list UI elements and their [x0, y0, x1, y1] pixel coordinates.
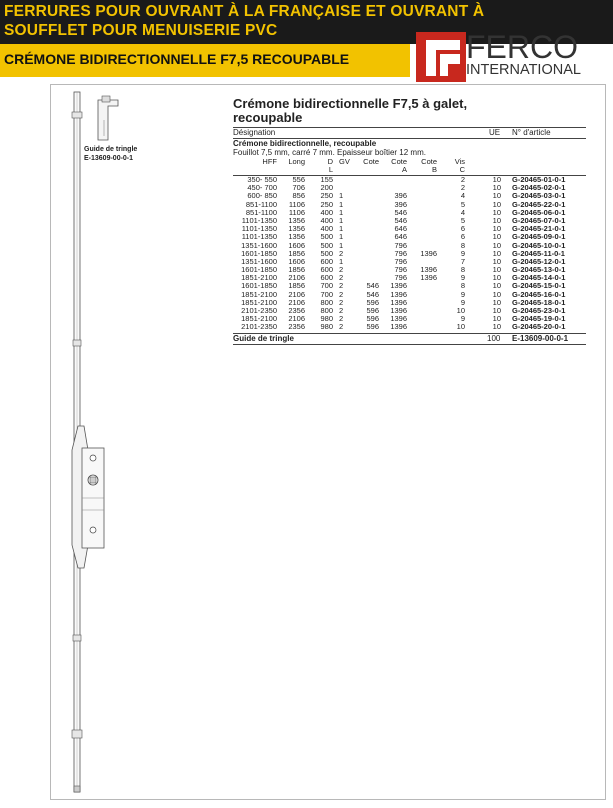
- table-cell: 1356: [288, 215, 305, 225]
- table-cell: G-20465-02-0-1: [512, 183, 566, 193]
- table-cell: 851-1100: [245, 199, 277, 209]
- logo-sub-text: INTERNATIONAL: [466, 62, 581, 78]
- table-cell: 1851-2100: [241, 314, 277, 324]
- footer-label: Guide de tringle: [233, 333, 294, 343]
- table-cell: 10: [492, 248, 501, 258]
- table-cell: 1396: [390, 314, 407, 324]
- group-title: Crémone bidirectionnelle, recoupable: [233, 139, 377, 148]
- table-cell: 200: [320, 183, 333, 193]
- table-cell: 2101-2350: [241, 322, 277, 332]
- table-cell: 1351-1600: [241, 240, 277, 250]
- table-cell: 1601-1850: [241, 265, 277, 275]
- column-header: Cote: [421, 157, 437, 166]
- table-cell: 1396: [420, 248, 437, 258]
- table-cell: 1: [339, 256, 344, 266]
- table-cell: 1: [339, 199, 344, 209]
- cremone-technical-drawing: [58, 90, 128, 795]
- table-cell: 1396: [390, 322, 407, 332]
- table-cell: 706: [292, 183, 305, 193]
- table-cell: 8: [460, 240, 465, 250]
- table-cell: 10: [492, 273, 501, 283]
- table-cell: G-20465-03-0-1: [512, 191, 566, 201]
- table-row: [233, 323, 586, 331]
- table-cell: 856: [292, 191, 305, 201]
- table-cell: G-20465-15-0-1: [512, 281, 566, 291]
- table-cell: 600- 850: [247, 191, 277, 201]
- table-cell: 600: [320, 265, 333, 275]
- table-cell: 546: [366, 289, 379, 299]
- table-cell: 2: [339, 289, 344, 299]
- guide-label-text: Guide de tringle: [84, 146, 138, 153]
- table-cell: 2106: [288, 297, 305, 307]
- table-cell: 10: [492, 232, 501, 242]
- group-subtitle: Fouillot 7,5 mm, carré 7 mm. Epaisseur boîtier 12 mm.: [233, 147, 426, 157]
- table-body: [233, 176, 586, 332]
- table-cell: 400: [320, 207, 333, 217]
- table-cell: 700: [320, 289, 333, 299]
- table-cell: 1856: [288, 265, 305, 275]
- table-cell: 250: [320, 199, 333, 209]
- table-cell: 2101-2350: [241, 306, 277, 315]
- table-cell: G-20465-16-0-1: [512, 289, 566, 299]
- article-table: [233, 127, 586, 345]
- table-cell: 596: [366, 297, 379, 307]
- column-header: Cote: [363, 157, 379, 166]
- table-cell: 10: [492, 191, 501, 201]
- table-cell: 4: [460, 207, 465, 217]
- table-cell: 10: [492, 314, 501, 324]
- column-header-sub: C: [459, 165, 465, 174]
- table-cell: 2: [460, 175, 465, 184]
- table-cell: 546: [394, 207, 407, 217]
- table-cell: 1396: [390, 297, 407, 307]
- table-cell: 1396: [420, 273, 437, 283]
- table-cell: 9: [460, 297, 465, 307]
- table-cell: 1101-1350: [241, 232, 277, 242]
- table-cell: 1101-1350: [241, 224, 277, 234]
- table-cell: 9: [460, 248, 465, 258]
- table-cell: 1356: [288, 224, 305, 234]
- table-cell: 1351-1600: [241, 256, 277, 266]
- footer-article: E-13609-00-0-1: [512, 333, 569, 343]
- table-cell: 851-1100: [245, 207, 277, 217]
- table-cell: 796: [394, 248, 407, 258]
- column-header: GV: [339, 157, 350, 166]
- table-cell: 500: [320, 240, 333, 250]
- header-title-line-2: SOUFFLET POUR MENUISERIE PVC: [4, 22, 278, 39]
- table-cell: 2106: [288, 289, 305, 299]
- table-cell: 250: [320, 191, 333, 201]
- ferco-logo-mark-icon: [416, 32, 466, 82]
- table-cell: 546: [394, 215, 407, 225]
- table-title-line-2: recoupable: [233, 110, 303, 125]
- column-header: HFF: [262, 157, 277, 166]
- table-cell: G-20465-18-0-1: [512, 297, 566, 307]
- table-cell: 796: [394, 240, 407, 250]
- table-cell: 1: [339, 232, 344, 242]
- table-cell: 1856: [288, 248, 305, 258]
- table-cell: 2: [339, 265, 344, 275]
- table-cell: 10: [492, 199, 501, 209]
- table-cell: 1606: [288, 256, 305, 266]
- table-cell: 1851-2100: [241, 289, 277, 299]
- table-cell: 2: [339, 297, 344, 307]
- table-header-row: [233, 127, 586, 139]
- table-cell: 796: [394, 273, 407, 283]
- table-cell: 600: [320, 273, 333, 283]
- table-cell: 2: [339, 273, 344, 283]
- table-cell: 1101-1350: [241, 215, 277, 225]
- table-cell: 10: [492, 256, 501, 266]
- table-cell: 10: [492, 281, 501, 291]
- table-cell: G-20465-09-0-1: [512, 232, 566, 242]
- logo-brand-text: FERCO: [466, 29, 578, 65]
- table-cell: G-20465-11-0-1: [512, 248, 565, 258]
- footer-ue: 100: [487, 333, 501, 343]
- table-cell: 450- 700: [247, 183, 277, 193]
- table-cell: G-20465-14-0-1: [512, 273, 566, 283]
- table-cell: 10: [492, 322, 501, 332]
- table-cell: 6: [460, 232, 465, 242]
- table-cell: 155: [320, 175, 333, 184]
- guide-label-ref: E-13609-00-0-1: [84, 154, 134, 162]
- table-cell: 5: [460, 215, 465, 225]
- table-cell: 8: [460, 265, 465, 275]
- table-cell: 10: [492, 306, 501, 315]
- table-title: [233, 97, 533, 125]
- table-cell: 8: [460, 281, 465, 291]
- table-cell: 7: [460, 256, 465, 266]
- table-cell: 980: [320, 314, 333, 324]
- table-cell: 9: [460, 273, 465, 283]
- table-cell: 10: [456, 322, 465, 332]
- table-cell: 4: [460, 191, 465, 201]
- table-cell: 500: [320, 248, 333, 258]
- table-cell: 800: [320, 306, 333, 315]
- header-title-line-1: FERRURES POUR OUVRANT À LA FRANÇAISE ET OUVRANT À: [4, 3, 485, 20]
- table-cell: 1: [339, 224, 344, 234]
- table-cell: 2: [339, 281, 344, 291]
- table-cell: G-20465-06-0-1: [512, 207, 566, 217]
- table-cell: 2: [339, 248, 344, 258]
- table-cell: 10: [492, 224, 501, 234]
- table-cell: 1: [339, 240, 344, 250]
- ue-header: UE: [489, 128, 501, 137]
- table-cell: 1851-2100: [241, 297, 277, 307]
- table-cell: 1396: [420, 265, 437, 275]
- table-cell: G-20465-21-0-1: [512, 224, 566, 234]
- table-cell: G-20465-13-0-1: [512, 265, 566, 275]
- footer-row: [233, 333, 586, 345]
- table-cell: 10: [492, 289, 501, 299]
- table-cell: 1601-1850: [241, 248, 277, 258]
- table-cell: 1396: [390, 289, 407, 299]
- table-cell: 10: [492, 265, 501, 275]
- subtitle-bar: [0, 44, 410, 77]
- column-header-sub: L: [328, 165, 333, 174]
- table-cell: 1106: [288, 207, 305, 217]
- table-cell: 396: [394, 191, 407, 201]
- table-cell: 556: [292, 175, 305, 184]
- table-cell: G-20465-19-0-1: [512, 314, 566, 324]
- page-subtitle: CRÉMONE BIDIRECTIONNELLE F7,5 RECOUPABLE: [4, 51, 350, 67]
- table-cell: 700: [320, 281, 333, 291]
- table-cell: 1396: [390, 306, 407, 315]
- table-cell: 10: [492, 207, 501, 217]
- column-header: Cote: [391, 157, 407, 166]
- column-headers: [233, 158, 586, 176]
- table-cell: 400: [320, 215, 333, 225]
- table-cell: 10: [456, 306, 465, 315]
- table-cell: 2: [339, 314, 344, 324]
- table-cell: 596: [366, 322, 379, 332]
- table-cell: 546: [366, 281, 379, 291]
- table-cell: 2106: [288, 273, 305, 283]
- column-header-sub: B: [431, 165, 437, 174]
- table-cell: G-20465-10-0-1: [512, 240, 566, 250]
- table-cell: 800: [320, 297, 333, 307]
- table-cell: 10: [492, 215, 501, 225]
- ferco-logo: [410, 30, 610, 85]
- table-cell: 500: [320, 232, 333, 242]
- table-cell: 2: [460, 183, 465, 193]
- column-header-sub: A: [401, 165, 407, 174]
- table-cell: 400: [320, 224, 333, 234]
- column-header: D: [327, 157, 333, 166]
- table-cell: 1: [339, 215, 344, 225]
- table-cell: 1601-1850: [241, 281, 277, 291]
- guide-de-tringle-label: [84, 146, 137, 163]
- table-cell: 9: [460, 314, 465, 324]
- table-cell: 10: [492, 175, 501, 184]
- table-cell: 2106: [288, 314, 305, 324]
- table-cell: 1851-2100: [241, 273, 277, 283]
- table-cell: 1106: [288, 199, 305, 209]
- table-cell: 596: [366, 306, 379, 315]
- table-cell: 796: [394, 265, 407, 275]
- table-cell: 10: [492, 240, 501, 250]
- table-cell: 350- 550: [247, 175, 277, 184]
- table-cell: 9: [460, 289, 465, 299]
- table-cell: 396: [394, 199, 407, 209]
- column-header: Long: [288, 157, 305, 166]
- table-cell: G-20465-22-0-1: [512, 199, 566, 209]
- column-header: Vis: [454, 157, 465, 166]
- table-cell: 10: [492, 297, 501, 307]
- table-cell: 1: [339, 207, 344, 217]
- table-cell: 1: [339, 191, 344, 201]
- table-cell: 796: [394, 256, 407, 266]
- table-cell: 6: [460, 224, 465, 234]
- designation-header: Désignation: [233, 128, 276, 137]
- table-cell: 1856: [288, 281, 305, 291]
- table-cell: 646: [394, 232, 407, 242]
- table-cell: G-20465-07-0-1: [512, 215, 566, 225]
- table-cell: 1356: [288, 232, 305, 242]
- table-cell: G-20465-20-0-1: [512, 322, 566, 332]
- table-cell: G-20465-01-0-1: [512, 175, 566, 184]
- table-cell: 5: [460, 199, 465, 209]
- table-cell: 980: [320, 322, 333, 332]
- table-cell: 1606: [288, 240, 305, 250]
- article-header: N° d'article: [512, 128, 551, 137]
- table-cell: 2: [339, 322, 344, 332]
- table-cell: G-20465-12-0-1: [512, 256, 566, 266]
- table-cell: 2356: [288, 306, 305, 315]
- table-cell: G-20465-23-0-1: [512, 306, 566, 315]
- table-cell: 2356: [288, 322, 305, 332]
- table-cell: 600: [320, 256, 333, 266]
- table-cell: 596: [366, 314, 379, 324]
- table-cell: 646: [394, 224, 407, 234]
- table-cell: 2: [339, 306, 344, 315]
- table-cell: 1396: [390, 281, 407, 291]
- table-title-line-1: Crémone bidirectionnelle F7,5 à galet,: [233, 96, 468, 111]
- table-cell: 10: [492, 183, 501, 193]
